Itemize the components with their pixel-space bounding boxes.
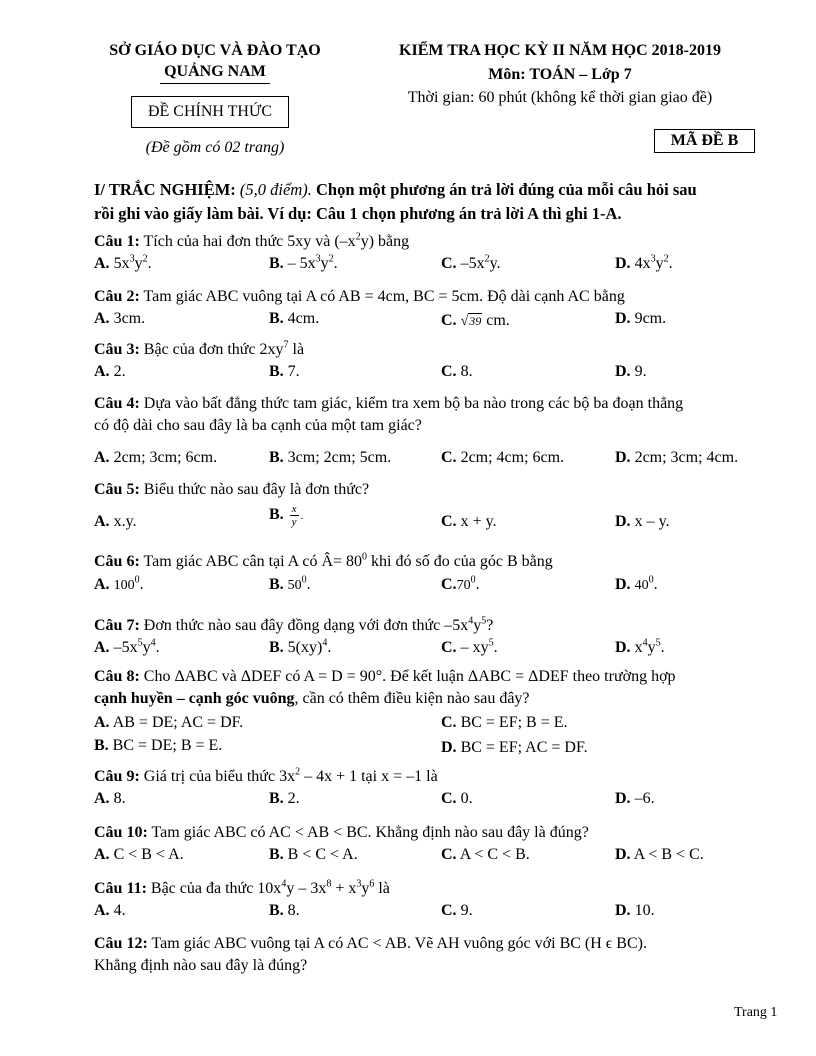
question-3: Câu 3: Bậc của đơn thức $2xy^7$ là [94,339,305,358]
exam-subject: Môn: TOÁN – Lớp 7 [488,66,632,83]
q1-option-a[interactable]: A. $5x^3y^2$. [94,253,152,272]
q8-option-a[interactable]: A. AB = DE; AC = DF. [94,714,244,731]
question-5: Câu 5: Biểu thức nào sau đây là đơn thức? [94,481,370,498]
question-1: Câu 1: Tích của hai đơn thức 5xy và $(-x^2y)$ bằng [94,231,410,250]
q9-option-a[interactable]: A. 8. [94,790,126,807]
sqrt-symbol: √39 [460,314,482,329]
department-name: SỞ GIÁO DỤC VÀ ĐÀO TẠO [109,42,321,59]
question-7: Câu 7: Đơn thức nào sau đây đồng dạng với đơn thức $-5x^4y^5$? [94,615,494,634]
q9-option-d[interactable]: D. –6. [615,790,655,807]
question-12-line-1: Câu 12: Tam giác ABC vuông tại A có AC < AB. Vẽ AH vuông góc với BC (H ϵ BC). [94,935,647,952]
official-label: ĐỀ CHÍNH THỨC [131,96,289,128]
q5-option-b[interactable]: B. $\frac{x}{y}$ . [269,503,304,528]
q4-option-a[interactable]: A. 2cm; 3cm; 6cm. [94,449,218,466]
q5-option-c[interactable]: C. x + y. [441,513,497,530]
q2-option-c[interactable]: C. √39 cm. [441,312,510,329]
q10-option-b[interactable]: B. B < C < A. [269,846,358,863]
q1-option-c[interactable]: C. $-5x^2y$. [441,253,501,272]
q10-option-d[interactable]: D. A < B < C. [615,846,704,863]
q10-option-c[interactable]: C. A < C < B. [441,846,530,863]
q7-option-b[interactable]: B. 5(xy)$^4$. [269,637,332,656]
q8-option-d[interactable]: D. BC = EF; AC = DF. [441,739,588,756]
question-9: Câu 9: Giá trị của biểu thức $3x^2 - 4x + 1$ tại x = –1 là [94,766,438,785]
exam-time: Thời gian: 60 phút (không kể thời gian giao đề) [407,89,713,106]
q3-option-b[interactable]: B. 7. [269,363,300,380]
q6-option-c[interactable]: $C.70^0$. [441,574,480,593]
question-2: Câu 2: Tam giác ABC vuông tại A có AB = 4cm, BC = 5cm. Độ dài cạnh AC bằng [94,288,625,305]
fraction: $\frac{x}{y}$ [291,503,297,528]
province-name: QUẢNG NAM [92,63,338,81]
exam-title: KIỂM TRA HỌC KỲ II NĂM HỌC 2018-2019 [399,42,721,59]
q11-option-c[interactable]: C. 9. [441,902,473,919]
q6-option-b[interactable]: B. $50^0$. [269,574,311,593]
exam-code: MÃ ĐỀ B [654,129,755,153]
q5-option-d[interactable]: D. x – y. [615,513,670,530]
q4-option-c[interactable]: C. 2cm; 4cm; 6cm. [441,449,565,466]
q10-option-a[interactable]: A. C < B < A. [94,846,184,863]
q9-option-c[interactable]: C. 0. [441,790,473,807]
q2-option-d[interactable]: D. 9cm. [615,310,667,327]
q8-option-b[interactable]: B. BC = DE; B = E. [94,737,223,754]
q11-option-d[interactable]: D. 10. [615,902,655,919]
q6-option-a[interactable]: A. $100^0$. [94,574,144,593]
q7-option-c[interactable]: C. – $xy^5$. [441,637,498,656]
pages-note: (Đề gồm có 02 trang) [145,139,285,156]
q3-option-c[interactable]: C. 8. [441,363,473,380]
q2-option-b[interactable]: B. 4cm. [269,310,320,327]
section-line-1: I/ TRẮC NGHIỆM: (5,0 điểm). Chọn một phương án trả lời đúng của mỗi câu hỏi sau [94,180,697,199]
question-6: Câu 6: Tam giác ABC cân tại A có Â= $80^0$ khi đó số đo của góc B bằng [94,551,553,570]
q1-option-b[interactable]: B. – $5x^3y^2$. [269,253,338,272]
q2-option-a[interactable]: A. 3cm. [94,310,146,327]
q11-option-a[interactable]: A. 4. [94,902,126,919]
q5-option-a[interactable]: A. x.y. [94,513,137,530]
q3-option-a[interactable]: A. 2. [94,363,126,380]
question-8-line-2: cạnh huyền – cạnh góc vuông, cần có thêm điều kiện nào sau đây? [94,690,530,707]
q3-option-d[interactable]: D. 9. [615,363,647,380]
q4-option-b[interactable]: B. 3cm; 2cm; 5cm. [269,449,392,466]
q1-option-d[interactable]: D. $4x^3y^2$. [615,253,673,272]
question-12-line-2: Khẳng định nào sau đây là đúng? [94,957,308,974]
question-8-line-1: Câu 8: Cho ΔABC và ΔDEF có A = D = 90°. Để kết luận ΔABC = ΔDEF theo trường hợp [94,668,676,685]
question-11: Câu 11: Bậc của đa thức $10x^4y - 3x^8 + x^3y^6$ là [94,878,390,897]
q6-option-d[interactable]: D. $40^0$. [615,574,658,593]
question-4-line-1: Câu 4: Dựa vào bất đẳng thức tam giác, kiểm tra xem bộ ba nào trong các bộ ba đoạn thẳng [94,395,684,412]
q11-option-b[interactable]: B. 8. [269,902,300,919]
question-4-line-2: có độ dài cho sau đây là ba cạnh của một tam giác? [94,417,422,434]
q7-option-d[interactable]: D. $x^4y^5$. [615,637,665,656]
q4-option-d[interactable]: D. 2cm; 3cm; 4cm. [615,449,739,466]
question-10: Câu 10: Tam giác ABC có AC < AB < BC. Khẳng định nào sau đây là đúng? [94,824,589,841]
q9-option-b[interactable]: B. 2. [269,790,300,807]
section-line-2: rồi ghi vào giấy làm bài. Ví dụ: Câu 1 chọn phương án trả lời A thì ghi 1-A. [94,204,622,223]
q7-option-a[interactable]: A. $-5x^5y^4$. [94,637,160,656]
page-number: Trang 1 [734,1005,778,1020]
q8-option-c[interactable]: C. BC = EF; B = E. [441,714,568,731]
